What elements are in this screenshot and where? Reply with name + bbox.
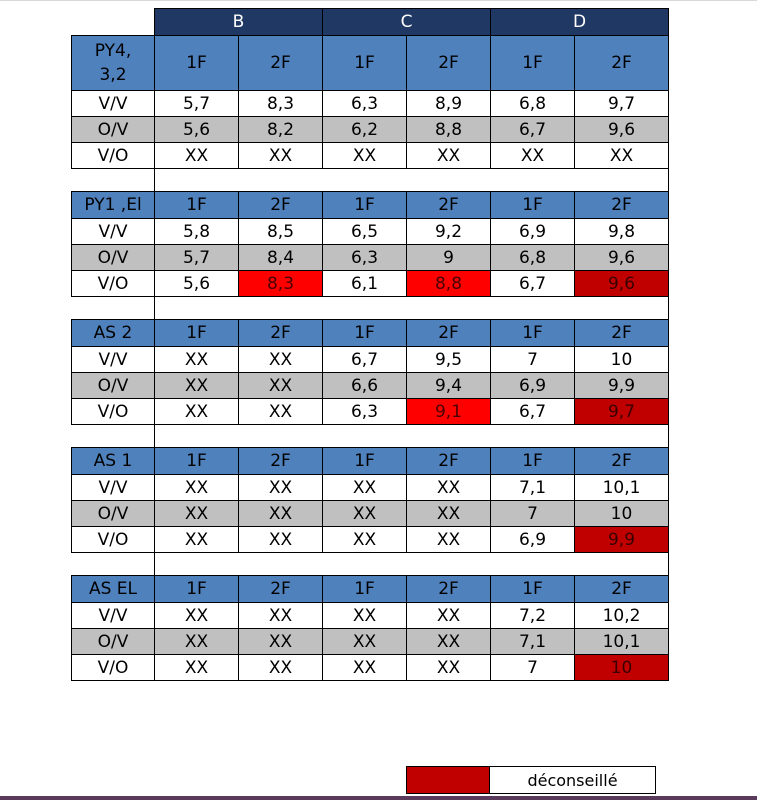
value-cell: 10,1 bbox=[575, 475, 669, 501]
value-cell: XX bbox=[155, 373, 239, 399]
gap-cell bbox=[155, 297, 669, 320]
value-cell: 10 bbox=[575, 501, 669, 527]
row-label: O/V bbox=[72, 629, 155, 655]
sub-header-cell: 1F bbox=[491, 576, 575, 603]
row-label: V/O bbox=[72, 271, 155, 297]
value-cell: XX bbox=[407, 527, 491, 553]
sub-header-cell: 1F bbox=[155, 192, 239, 219]
table-row bbox=[72, 475, 669, 501]
value-cell: 6,5 bbox=[323, 219, 407, 245]
value-cell: 8,3 bbox=[239, 91, 323, 117]
section-header-row bbox=[72, 36, 669, 91]
section-name-line1: PY4, bbox=[94, 41, 132, 61]
value-cell: XX bbox=[239, 655, 323, 681]
table-row bbox=[72, 91, 669, 117]
value-cell: XX bbox=[323, 655, 407, 681]
sub-header-cell: 2F bbox=[239, 36, 323, 91]
value-cell: 9,8 bbox=[575, 219, 669, 245]
sub-header-cell: 2F bbox=[407, 36, 491, 91]
value-cell: 9,6 bbox=[575, 245, 669, 271]
gap-blank bbox=[72, 425, 155, 448]
value-cell: 6,9 bbox=[491, 373, 575, 399]
corner-blank bbox=[72, 9, 155, 36]
table-row bbox=[72, 271, 669, 297]
value-cell: 8,5 bbox=[239, 219, 323, 245]
value-cell: XX bbox=[407, 629, 491, 655]
section-gap-row bbox=[72, 297, 669, 320]
sub-header-cell: 1F bbox=[155, 448, 239, 475]
value-cell: XX bbox=[407, 655, 491, 681]
value-cell: 7,1 bbox=[491, 475, 575, 501]
value-cell: 6,2 bbox=[323, 117, 407, 143]
row-label: V/V bbox=[72, 475, 155, 501]
bottom-bar bbox=[0, 796, 757, 800]
value-cell: XX bbox=[155, 655, 239, 681]
value-cell: 10,2 bbox=[575, 603, 669, 629]
sub-header-cell: 2F bbox=[239, 320, 323, 347]
value-cell: 5,7 bbox=[155, 91, 239, 117]
value-cell: 7 bbox=[491, 655, 575, 681]
sub-header-cell: 2F bbox=[575, 576, 669, 603]
value-cell: 5,6 bbox=[155, 117, 239, 143]
row-label: O/V bbox=[72, 117, 155, 143]
table-row bbox=[72, 527, 669, 553]
sub-header-cell: 2F bbox=[575, 448, 669, 475]
flagged-value-cell: 9,1 bbox=[407, 399, 491, 425]
sub-header-cell: 1F bbox=[155, 320, 239, 347]
value-cell: 9,7 bbox=[575, 91, 669, 117]
value-cell: XX bbox=[239, 347, 323, 373]
value-cell: 8,4 bbox=[239, 245, 323, 271]
value-cell: 7 bbox=[491, 347, 575, 373]
table-row bbox=[72, 603, 669, 629]
value-cell: 6,7 bbox=[491, 271, 575, 297]
section-name: AS EL bbox=[72, 576, 155, 603]
table-row bbox=[72, 399, 669, 425]
sub-header-cell: 1F bbox=[491, 192, 575, 219]
value-cell: 6,3 bbox=[323, 91, 407, 117]
value-cell: XX bbox=[407, 143, 491, 169]
table-row bbox=[72, 117, 669, 143]
section-header-row bbox=[72, 192, 669, 219]
section-gap-row bbox=[72, 425, 669, 448]
row-label: O/V bbox=[72, 501, 155, 527]
sub-header-cell: 2F bbox=[575, 320, 669, 347]
sub-header-cell: 1F bbox=[323, 448, 407, 475]
value-cell: XX bbox=[155, 629, 239, 655]
value-cell: XX bbox=[323, 629, 407, 655]
value-cell: XX bbox=[155, 527, 239, 553]
flagged-value-cell: 9,7 bbox=[575, 399, 669, 425]
row-label: V/O bbox=[72, 399, 155, 425]
value-cell: 10 bbox=[575, 347, 669, 373]
row-label: V/V bbox=[72, 91, 155, 117]
value-cell: 6,1 bbox=[323, 271, 407, 297]
table-row bbox=[72, 245, 669, 271]
value-cell: XX bbox=[323, 527, 407, 553]
legend-swatch bbox=[407, 767, 490, 794]
column-header-c: C bbox=[323, 9, 491, 36]
value-cell: 7,1 bbox=[491, 629, 575, 655]
value-cell: 5,7 bbox=[155, 245, 239, 271]
value-cell: XX bbox=[155, 347, 239, 373]
value-cell: XX bbox=[407, 603, 491, 629]
gap-blank bbox=[72, 297, 155, 320]
gap-blank bbox=[72, 169, 155, 192]
table-row bbox=[72, 501, 669, 527]
spec-table bbox=[71, 8, 669, 681]
value-cell: XX bbox=[491, 143, 575, 169]
value-cell: XX bbox=[323, 143, 407, 169]
section-name bbox=[72, 36, 155, 91]
sub-header-cell: 1F bbox=[155, 576, 239, 603]
value-cell: 6,7 bbox=[491, 399, 575, 425]
value-cell: 8,9 bbox=[407, 91, 491, 117]
value-cell: 9,9 bbox=[575, 373, 669, 399]
value-cell: 9 bbox=[407, 245, 491, 271]
section-header-row bbox=[72, 320, 669, 347]
sub-header-cell: 1F bbox=[155, 36, 239, 91]
table-row bbox=[72, 143, 669, 169]
row-label: V/O bbox=[72, 655, 155, 681]
value-cell: XX bbox=[239, 527, 323, 553]
row-label: V/V bbox=[72, 219, 155, 245]
sub-header-cell: 2F bbox=[239, 192, 323, 219]
gap-cell bbox=[155, 169, 669, 192]
section-gap-row bbox=[72, 553, 669, 576]
sub-header-cell: 2F bbox=[575, 36, 669, 91]
value-cell: 6,7 bbox=[323, 347, 407, 373]
value-cell: 6,9 bbox=[491, 219, 575, 245]
value-cell: XX bbox=[407, 501, 491, 527]
row-label: V/O bbox=[72, 527, 155, 553]
flagged-value-cell: 9,9 bbox=[575, 527, 669, 553]
column-header-row bbox=[72, 9, 669, 36]
table-row bbox=[72, 629, 669, 655]
value-cell: 6,9 bbox=[491, 527, 575, 553]
value-cell: 5,6 bbox=[155, 271, 239, 297]
row-label: V/V bbox=[72, 347, 155, 373]
gap-cell bbox=[155, 425, 669, 448]
section-name: AS 2 bbox=[72, 320, 155, 347]
flagged-value-cell: 8,8 bbox=[407, 271, 491, 297]
value-cell: 6,8 bbox=[491, 245, 575, 271]
section-header-row bbox=[72, 448, 669, 475]
value-cell: 8,8 bbox=[407, 117, 491, 143]
section-header-row bbox=[72, 576, 669, 603]
row-label: O/V bbox=[72, 245, 155, 271]
section-name: PY1 ,El bbox=[72, 192, 155, 219]
row-label: V/V bbox=[72, 603, 155, 629]
section-name-line2: 3,2 bbox=[99, 65, 127, 85]
value-cell: XX bbox=[239, 603, 323, 629]
sub-header-cell: 2F bbox=[575, 192, 669, 219]
value-cell: 10,1 bbox=[575, 629, 669, 655]
sub-header-cell: 1F bbox=[491, 448, 575, 475]
flagged-value-cell: 9,6 bbox=[575, 271, 669, 297]
value-cell: 9,6 bbox=[575, 117, 669, 143]
value-cell: XX bbox=[155, 603, 239, 629]
value-cell: XX bbox=[323, 475, 407, 501]
value-cell: XX bbox=[239, 399, 323, 425]
value-cell: 6,7 bbox=[491, 117, 575, 143]
sub-header-cell: 1F bbox=[323, 576, 407, 603]
value-cell: 9,2 bbox=[407, 219, 491, 245]
page-top-edge bbox=[0, 0, 757, 5]
table-row bbox=[72, 655, 669, 681]
gap-blank bbox=[72, 553, 155, 576]
sub-header-cell: 2F bbox=[407, 448, 491, 475]
value-cell: XX bbox=[239, 501, 323, 527]
value-cell: 6,3 bbox=[323, 399, 407, 425]
value-cell: 7 bbox=[491, 501, 575, 527]
sub-header-cell: 1F bbox=[323, 192, 407, 219]
value-cell: XX bbox=[155, 475, 239, 501]
table-row bbox=[72, 219, 669, 245]
gap-cell bbox=[155, 553, 669, 576]
sub-header-cell: 1F bbox=[491, 36, 575, 91]
value-cell: 5,8 bbox=[155, 219, 239, 245]
value-cell: XX bbox=[155, 143, 239, 169]
value-cell: XX bbox=[323, 501, 407, 527]
value-cell: 6,3 bbox=[323, 245, 407, 271]
value-cell: 7,2 bbox=[491, 603, 575, 629]
value-cell: 6,6 bbox=[323, 373, 407, 399]
value-cell: XX bbox=[155, 501, 239, 527]
sub-header-cell: 2F bbox=[407, 320, 491, 347]
value-cell: XX bbox=[155, 399, 239, 425]
value-cell: 9,4 bbox=[407, 373, 491, 399]
value-cell: 6,8 bbox=[491, 91, 575, 117]
value-cell: XX bbox=[575, 143, 669, 169]
value-cell: XX bbox=[239, 475, 323, 501]
sub-header-cell: 1F bbox=[323, 320, 407, 347]
sub-header-cell: 2F bbox=[239, 448, 323, 475]
section-name: AS 1 bbox=[72, 448, 155, 475]
value-cell: XX bbox=[323, 603, 407, 629]
value-cell: XX bbox=[407, 475, 491, 501]
flagged-value-cell: 8,3 bbox=[239, 271, 323, 297]
legend-label: déconseillé bbox=[490, 767, 656, 794]
value-cell: 8,2 bbox=[239, 117, 323, 143]
table-row bbox=[72, 347, 669, 373]
column-header-d: D bbox=[491, 9, 669, 36]
column-header-b: B bbox=[155, 9, 323, 36]
row-label: O/V bbox=[72, 373, 155, 399]
table-row bbox=[72, 373, 669, 399]
value-cell: 9,5 bbox=[407, 347, 491, 373]
sub-header-cell: 2F bbox=[239, 576, 323, 603]
value-cell: XX bbox=[239, 143, 323, 169]
sub-header-cell: 1F bbox=[491, 320, 575, 347]
legend bbox=[406, 766, 656, 794]
sub-header-cell: 1F bbox=[323, 36, 407, 91]
sub-header-cell: 2F bbox=[407, 192, 491, 219]
value-cell: XX bbox=[239, 629, 323, 655]
flagged-value-cell: 10 bbox=[575, 655, 669, 681]
sub-header-cell: 2F bbox=[407, 576, 491, 603]
section-gap-row bbox=[72, 169, 669, 192]
spec-table-container bbox=[71, 8, 669, 681]
row-label: V/O bbox=[72, 143, 155, 169]
value-cell: XX bbox=[239, 373, 323, 399]
